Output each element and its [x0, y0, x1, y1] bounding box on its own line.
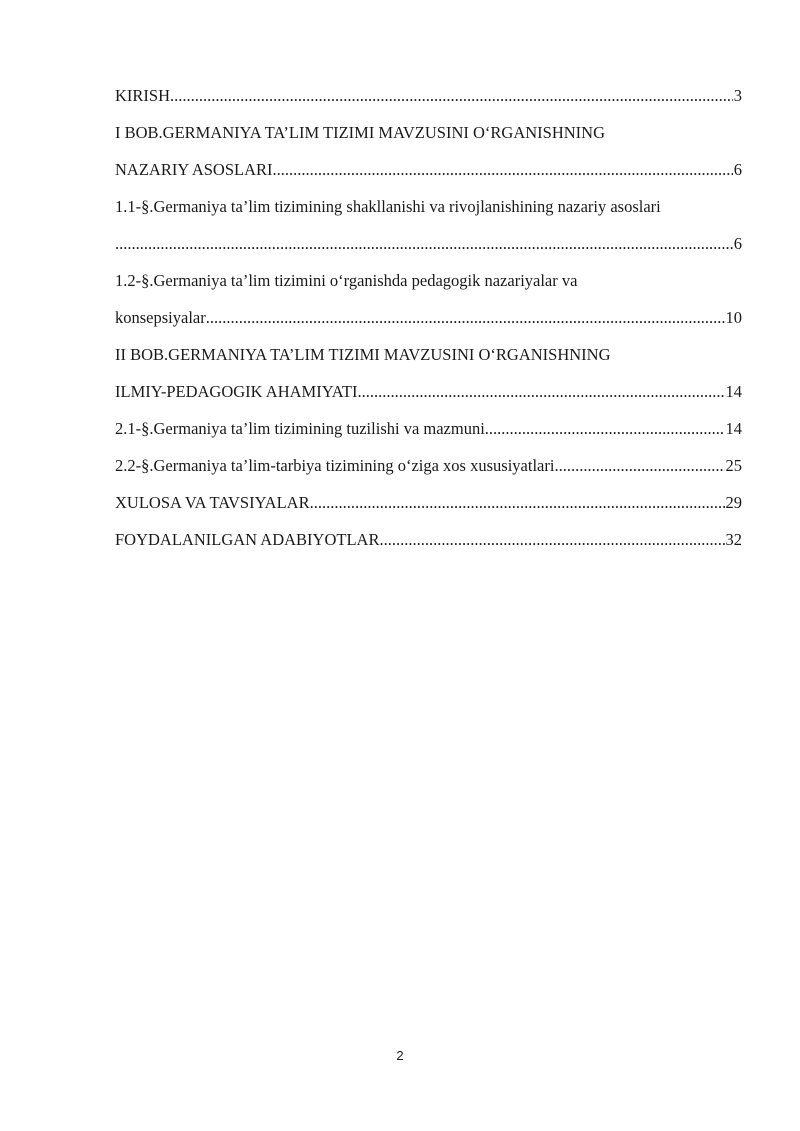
toc-page-number: 6	[733, 160, 742, 179]
toc-leader-dots	[379, 528, 724, 552]
toc-entry-chapter-2[interactable]	[115, 343, 742, 404]
toc-leader-dots	[273, 158, 733, 182]
toc-entry-kirish[interactable]	[115, 84, 742, 108]
toc-page-number: 3	[733, 86, 742, 105]
toc-page-number: 14	[725, 419, 742, 438]
toc-entry-title: KIRISH	[115, 86, 171, 105]
page-number: 2	[396, 1048, 404, 1063]
toc-entry-title: FOYDALANILGAN ADABIYOTLAR	[115, 530, 380, 549]
toc-entry-section-2-1[interactable]	[115, 417, 742, 441]
toc-entry-title-line2: konsepsiyalar	[115, 308, 206, 327]
toc-leader-dots	[310, 491, 725, 515]
toc-entry-title: 2.2-§.Germaniya ta’lim-tarbiya tizimining o‘ziga xos xususiyatlari	[115, 456, 555, 475]
toc-entry-title-line1: 1.2-§.Germaniya ta’lim tizimini o‘rganishda pedagogik nazariyalar va	[115, 271, 578, 290]
toc-page-number: 29	[725, 493, 742, 512]
toc-entry-title-line2: ILMIY-PEDAGOGIK AHAMIYATI	[115, 382, 358, 401]
toc-leader-dots	[554, 454, 724, 478]
toc-page-number: 10	[725, 308, 742, 327]
toc-entry-title: 2.1-§.Germaniya ta’lim tizimining tuzilishi va mazmuni	[115, 419, 485, 438]
toc-leader-dots	[170, 84, 733, 108]
toc-leader-dots	[357, 380, 724, 404]
toc-entry-conclusion[interactable]	[115, 491, 742, 515]
toc-leader-dots	[206, 306, 725, 330]
toc-entry-section-1-1[interactable]	[115, 195, 742, 256]
toc-entry-title: XULOSA VA TAVSIYALAR	[115, 493, 310, 512]
toc-entry-title-line2: NAZARIY ASOSLARI	[115, 160, 273, 179]
toc-entry-section-1-2[interactable]	[115, 269, 742, 330]
toc-page-number: 32	[725, 530, 742, 549]
toc-entry-chapter-1[interactable]	[115, 121, 742, 182]
toc-leader-dots	[115, 232, 733, 256]
toc-page-number: 25	[725, 456, 742, 475]
toc-entry-references[interactable]	[115, 528, 742, 552]
toc-entry-title-line1: II BOB.GERMANIYA TA’LIM TIZIMI MAVZUSINI O‘RGANISHNING	[115, 345, 611, 364]
table-of-contents	[115, 84, 742, 565]
toc-page-number: 14	[725, 382, 742, 401]
toc-entry-title-line1: 1.1-§.Germaniya ta’lim tizimining shakllanishi va rivojlanishining nazariy asoslari	[115, 197, 661, 216]
toc-entry-section-2-2[interactable]	[115, 454, 742, 478]
toc-entry-title-line1: I BOB.GERMANIYA TA’LIM TIZIMI MAVZUSINI O‘RGANISHNING	[115, 123, 606, 142]
toc-leader-dots	[485, 417, 725, 441]
toc-page-number: 6	[733, 234, 742, 253]
